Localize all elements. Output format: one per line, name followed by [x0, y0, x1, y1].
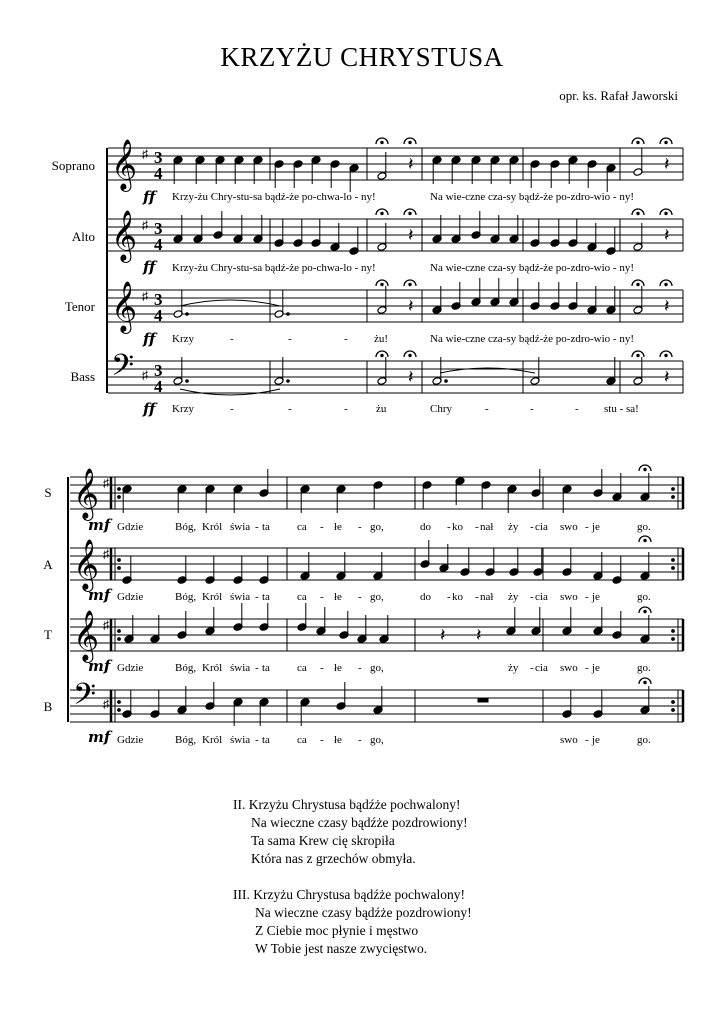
- lyrics-bass-syllable: -: [255, 734, 259, 746]
- sharp-icon: ♯: [142, 147, 148, 161]
- lyrics-alto-syllable: -: [530, 591, 534, 603]
- voice-name-alto: Alto: [71, 229, 95, 244]
- fermata-dot: [409, 283, 411, 285]
- lyrics-alto-syllable: swo: [560, 591, 578, 603]
- lyrics-hyphen: -: [230, 403, 234, 415]
- lyrics-soprano-syllable: -: [530, 521, 534, 533]
- lyrics-hyphen: -: [344, 403, 348, 415]
- lyrics-soprano-line1: Krzy-żu Chry-stu-sa bądź-że po-chwa-lo - ny!: [172, 191, 376, 203]
- repeat-dot: [118, 709, 121, 712]
- dynamic-marking: ff: [143, 188, 156, 206]
- repeat-dot: [118, 701, 121, 704]
- sharp-icon: ♯: [103, 476, 109, 490]
- bass-clef-icon: 𝄢: [73, 678, 97, 718]
- time-signature-top: 3: [154, 290, 163, 309]
- lyrics-bass-syllable: swo: [560, 734, 578, 746]
- lyrics-hyphen: -: [288, 403, 292, 415]
- voice-name-a: A: [43, 557, 53, 572]
- lyrics-tenor-syllable: -: [320, 662, 324, 674]
- repeat-dot: [672, 567, 675, 570]
- voice-name-s: S: [44, 485, 52, 500]
- lyrics-tenor-syllable: Król: [202, 662, 223, 674]
- lyrics-soprano-syllable: je: [592, 521, 600, 533]
- lyrics-tenor-syllable: ta: [262, 662, 270, 674]
- lyrics-tenor-syllable: Gdzie: [117, 662, 144, 674]
- lyrics-tenor-syllable: -: [530, 662, 534, 674]
- treble-clef-icon: 𝄞: [73, 611, 100, 660]
- lyrics-soprano-syllable: -: [475, 521, 479, 533]
- lyrics-bass-syllable: -: [320, 734, 324, 746]
- lyrics-alto-line1: Krzy-żu Chry-stu-sa bądź-że po-chwa-lo - ny!: [172, 262, 376, 274]
- lyrics-soprano-line2: Na wie-czne cza-sy bądź-że po-zdro-wio - ny!: [430, 191, 634, 203]
- lyrics-soprano-syllable: -: [320, 521, 324, 533]
- tie: [180, 300, 280, 306]
- repeat-dot: [118, 496, 121, 499]
- lyrics-bass-syllable: ca: [297, 734, 307, 746]
- dynamic-marking: mf: [88, 586, 111, 604]
- lyrics-tenor-system2: [0, 662, 724, 676]
- verse-2: [233, 796, 472, 868]
- fermata-dot: [644, 468, 646, 470]
- lyrics-alto-syllable: Gdzie: [117, 591, 144, 603]
- fermata-dot: [637, 212, 639, 214]
- time-signature-bottom: 4: [154, 164, 163, 183]
- lyrics-hyphen: -: [288, 333, 292, 345]
- lyrics-alto-syllable: świa: [230, 591, 251, 603]
- lyrics-alto-syllable: -: [447, 591, 451, 603]
- dot: [186, 380, 189, 383]
- lyrics-tenor-syllable: je: [592, 662, 600, 674]
- verse-line: II. Krzyżu Chrystusa bądźże pochwalony!: [233, 797, 461, 812]
- lyrics-hyphen: -: [230, 333, 234, 345]
- lyrics-tenor-syllable: -: [255, 662, 259, 674]
- lyrics-alto-syllable: -: [358, 591, 362, 603]
- verse-line: III. Krzyżu Chrystusa bądźże pochwalony!: [233, 887, 466, 902]
- lyrics-bass-syllable: Bóg,: [175, 734, 197, 746]
- lyrics-soprano-syllable: -: [447, 521, 451, 533]
- lyrics-alto-syllable: -: [475, 591, 479, 603]
- lyrics-hyphen: -: [575, 403, 579, 415]
- lyrics-bass-syllable: świa: [230, 734, 251, 746]
- lyrics-soprano-syllable: ży: [508, 521, 519, 533]
- repeat-dot: [672, 630, 675, 633]
- lyrics-soprano-syllable: -: [255, 521, 259, 533]
- time-signature-top: 3: [154, 219, 163, 238]
- lyrics-soprano-syllable: Gdzie: [117, 521, 144, 533]
- fermata-dot: [665, 354, 667, 356]
- dot: [445, 380, 448, 383]
- lyrics-alto-syllable: -: [320, 591, 324, 603]
- lyrics-soprano-syllable: ca: [297, 521, 307, 533]
- lyrics-bass-syllable: łe: [334, 734, 342, 746]
- quarter-rest-icon: 𝄽: [408, 225, 414, 245]
- quarter-rest-icon: 𝄽: [440, 625, 446, 645]
- repeat-dot: [672, 701, 675, 704]
- lyrics-soprano-syllable: Bóg,: [175, 521, 197, 533]
- lyrics-soprano-syllable: ko: [452, 521, 463, 533]
- dynamic-marking: ff: [143, 400, 156, 418]
- sharp-icon: ♯: [103, 618, 109, 632]
- treble-clef-icon: 𝄞: [111, 211, 138, 260]
- dynamic-marking: mf: [88, 516, 111, 534]
- lyrics-alto-system2: [0, 591, 724, 605]
- quarter-rest-icon: 𝄽: [664, 225, 670, 245]
- repeat-dot: [118, 559, 121, 562]
- lyrics-alto-syllable: je: [592, 591, 600, 603]
- lyrics-tenor-syllable: -: [358, 662, 362, 674]
- lyrics-bass-stusa: stu - sa!: [604, 403, 639, 415]
- treble-clef-icon: 𝄞: [111, 282, 138, 331]
- tie: [180, 389, 280, 395]
- lyrics-alto-line2: Na wie-czne cza-sy bądź-że po-zdro-wio - ny!: [430, 262, 634, 274]
- quarter-rest-icon: 𝄽: [408, 154, 414, 174]
- lyrics-tenor-syllable: świa: [230, 662, 251, 674]
- fermata-dot: [381, 283, 383, 285]
- repeat-dot: [672, 709, 675, 712]
- lyrics-alto-syllable: go,: [370, 591, 384, 603]
- fermata-dot: [381, 141, 383, 143]
- lyrics-hyphen: -: [485, 403, 489, 415]
- lyrics-tenor-syllable: ca: [297, 662, 307, 674]
- repeat-dot: [672, 488, 675, 491]
- lyrics-bass-syllable: -: [358, 734, 362, 746]
- time-signature-bottom: 4: [154, 235, 163, 254]
- lyrics-bass-syllable: ta: [262, 734, 270, 746]
- time-signature-top: 3: [154, 361, 163, 380]
- lyrics-tenor-syllable: łe: [334, 662, 342, 674]
- voice-name-b: B: [43, 699, 53, 714]
- time-signature-bottom: 4: [154, 377, 163, 396]
- lyrics-hyphen: -: [344, 333, 348, 345]
- fermata-dot: [665, 212, 667, 214]
- lyrics-tenor-syllable: ży: [508, 662, 519, 674]
- lyrics-soprano-syllable: go,: [370, 521, 384, 533]
- fermata-dot: [665, 283, 667, 285]
- whole-rest-icon: [478, 698, 488, 702]
- quarter-rest-icon: 𝄽: [408, 367, 414, 387]
- lyrics-tenor-zu: żu!: [374, 333, 389, 345]
- fermata-dot: [665, 141, 667, 143]
- fermata-dot: [381, 354, 383, 356]
- sharp-icon: ♯: [142, 218, 148, 232]
- dot: [186, 313, 189, 316]
- lyrics-soprano-syllable: świa: [230, 521, 251, 533]
- verse-line: W Tobie jest nasze zwycięstwo.: [255, 941, 428, 956]
- lyrics-bass-chry: Chry: [430, 403, 452, 415]
- arranger-credit: opr. ks. Rafał Jaworski: [559, 88, 678, 103]
- lyrics-alto-syllable: Bóg,: [175, 591, 197, 603]
- repeat-dot: [118, 488, 121, 491]
- dot: [287, 313, 290, 316]
- lyrics-soprano-system2: [0, 521, 724, 535]
- lyrics-alto-syllable: ży: [508, 591, 519, 603]
- verse-line: Na wieczne czasy bądźże pozdrowiony!: [255, 905, 472, 920]
- repeat-dot: [118, 638, 121, 641]
- lyrics-alto-syllable: ca: [297, 591, 307, 603]
- lyrics-alto-syllable: nał: [480, 591, 494, 603]
- repeat-dot: [672, 496, 675, 499]
- time-signature-top: 3: [154, 148, 163, 167]
- lyrics-alto-syllable: -: [255, 591, 259, 603]
- lyrics-bass-syllable: go,: [370, 734, 384, 746]
- verse-line: Ta sama Krew cię skropiła: [251, 833, 395, 848]
- lyrics-bass-syllable: Król: [202, 734, 223, 746]
- lyrics-alto-syllable: do: [420, 591, 431, 603]
- quarter-rest-icon: 𝄽: [476, 625, 482, 645]
- lyrics-soprano-syllable: cia: [535, 521, 548, 533]
- lyrics-soprano-syllable: nał: [480, 521, 494, 533]
- score-title: KRZYŻU CHRYSTUSA: [220, 42, 504, 72]
- repeat-dot: [118, 630, 121, 633]
- lyrics-tenor-syllable: go,: [370, 662, 384, 674]
- lyrics-bass-zu: żu: [376, 403, 387, 415]
- voice-name-t: T: [44, 627, 52, 642]
- quarter-rest-icon: 𝄽: [664, 154, 670, 174]
- lyrics-soprano-syllable: do: [420, 521, 431, 533]
- dynamic-marking: mf: [88, 657, 111, 675]
- dynamic-marking: mf: [88, 728, 111, 746]
- lyrics-alto-syllable: -: [585, 591, 589, 603]
- lyrics-alto-syllable: go.: [637, 591, 651, 603]
- quarter-rest-icon: 𝄽: [408, 296, 414, 316]
- lyrics-soprano-syllable: -: [358, 521, 362, 533]
- fermata-dot: [637, 141, 639, 143]
- lyrics-bass-krzy: Krzy: [172, 403, 194, 415]
- lyrics-tenor-syllable: Bóg,: [175, 662, 197, 674]
- time-signature-bottom: 4: [154, 306, 163, 325]
- fermata-dot: [644, 539, 646, 541]
- dynamic-marking: ff: [143, 330, 156, 348]
- lyrics-tenor-krzy: Krzy: [172, 333, 194, 345]
- fermata-dot: [637, 354, 639, 356]
- lyrics-tenor-line2: Na wie-czne cza-sy bądź-że po-zdro-wio - ny!: [430, 333, 634, 345]
- lyrics-bass-syllable: go.: [637, 734, 651, 746]
- lyrics-soprano-syllable: -: [585, 521, 589, 533]
- treble-clef-icon: 𝄞: [73, 540, 100, 589]
- treble-clef-icon: 𝄞: [111, 140, 138, 189]
- repeat-dot: [672, 559, 675, 562]
- fermata-dot: [409, 141, 411, 143]
- sharp-icon: ♯: [103, 697, 109, 711]
- lyrics-alto-syllable: cia: [535, 591, 548, 603]
- repeat-dot: [672, 638, 675, 641]
- fermata-dot: [644, 610, 646, 612]
- verses-block: [233, 796, 472, 976]
- lyrics-alto-syllable: Król: [202, 591, 223, 603]
- lyrics-soprano-syllable: ta: [262, 521, 270, 533]
- lyrics-soprano-syllable: Król: [202, 521, 223, 533]
- lyrics-tenor-syllable: cia: [535, 662, 548, 674]
- verse-3: [233, 886, 472, 958]
- voice-name-bass: Bass: [70, 369, 95, 384]
- lyrics-soprano-syllable: swo: [560, 521, 578, 533]
- quarter-rest-icon: 𝄽: [664, 296, 670, 316]
- lyrics-alto-syllable: łe: [334, 591, 342, 603]
- lyrics-soprano-syllable: łe: [334, 521, 342, 533]
- lyrics-bass-syllable: -: [585, 734, 589, 746]
- lyrics-tenor-syllable: go.: [637, 662, 651, 674]
- sharp-icon: ♯: [142, 289, 148, 303]
- lyrics-soprano-syllable: go.: [637, 521, 651, 533]
- dynamic-marking: ff: [143, 258, 156, 276]
- lyrics-alto-syllable: ko: [452, 591, 463, 603]
- fermata-dot: [644, 681, 646, 683]
- lyrics-bass-system2: [0, 734, 724, 748]
- quarter-rest-icon: 𝄽: [664, 367, 670, 387]
- verse-line: Na wieczne czasy bądźże pozdrowiony!: [251, 815, 468, 830]
- fermata-dot: [637, 283, 639, 285]
- fermata-dot: [409, 354, 411, 356]
- treble-clef-icon: 𝄞: [73, 469, 100, 518]
- sharp-icon: ♯: [103, 547, 109, 561]
- fermata-dot: [409, 212, 411, 214]
- dot: [287, 380, 290, 383]
- voice-name-tenor: Tenor: [64, 299, 95, 314]
- verse-line: Która nas z grzechów obmyła.: [251, 851, 416, 866]
- lyrics-tenor-syllable: swo: [560, 662, 578, 674]
- lyrics-bass-syllable: Gdzie: [117, 734, 144, 746]
- lyrics-alto-syllable: ta: [262, 591, 270, 603]
- voice-name-soprano: Soprano: [51, 158, 95, 173]
- bass-clef-icon: 𝄢: [111, 349, 135, 389]
- lyrics-bass-syllable: je: [592, 734, 600, 746]
- fermata-dot: [381, 212, 383, 214]
- lyrics-tenor-syllable: -: [585, 662, 589, 674]
- sharp-icon: ♯: [142, 368, 148, 382]
- verse-line: Z Ciebie moc płynie i męstwo: [255, 923, 419, 938]
- repeat-dot: [118, 567, 121, 570]
- lyrics-hyphen: -: [530, 403, 534, 415]
